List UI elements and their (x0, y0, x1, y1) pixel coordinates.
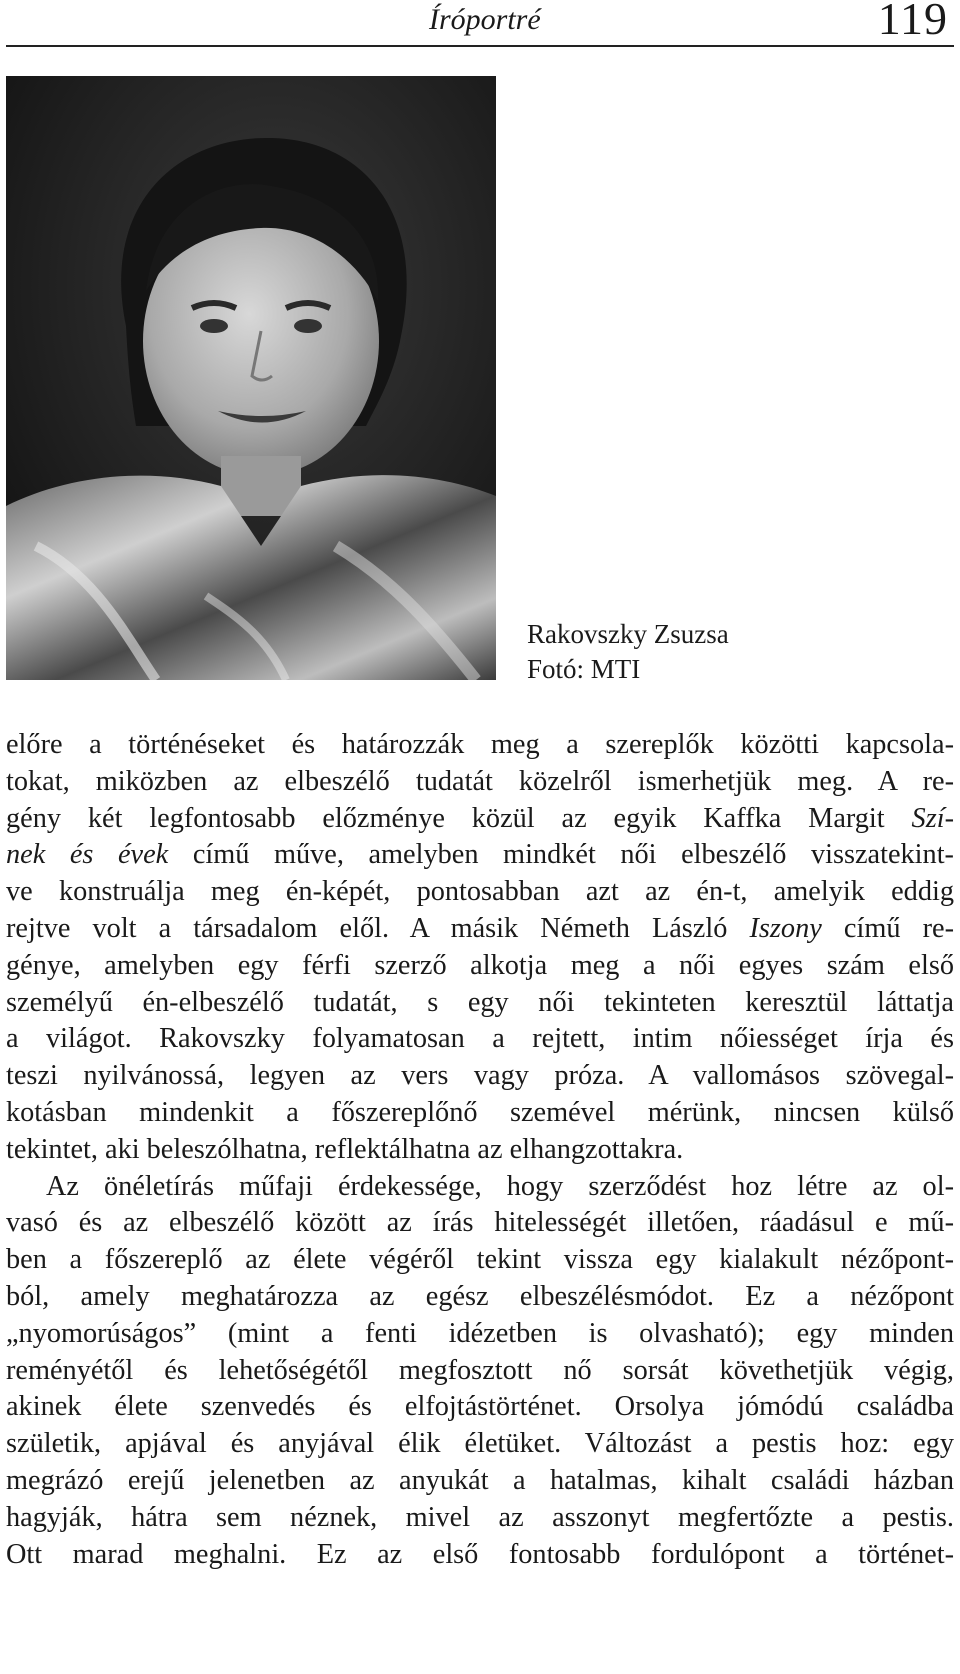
text-line: génye, amelyben egy férfi szerző alkotja meg a női egyes szám első (6, 949, 954, 981)
text-line (6, 911, 954, 948)
header-rule (6, 45, 954, 47)
page-number: 119 (877, 0, 948, 44)
text-line: megrázó erejű jelenetben az anyukát a hatalmas, kihalt családi házban (6, 1464, 954, 1496)
text-line: előre a történéseket és határozzák meg a szereplők közötti kapcsola- (6, 729, 954, 760)
caption-credit: Fotó: MTI (527, 654, 641, 684)
book-title: Iszony (749, 912, 822, 944)
text-segment: rejtve volt a társadalom elől. A másik Németh László (6, 912, 728, 944)
text-line (6, 801, 954, 838)
text-line: kotásban mindenkit a főszereplőnő szemével mérünk, nincsen külső (6, 1096, 954, 1128)
text-segment: című re- (843, 912, 954, 944)
text-line: tokat, miközben az elbeszélő tudatát közelről ismerhetjük meg. A re- (6, 765, 954, 797)
text-line: Az önéletírás műfaji érdekessége, hogy szerződést hoz létre az ol- (46, 1170, 954, 1202)
caption-name: Rakovszky Zsuzsa (527, 619, 729, 649)
text-line: hagyják, hátra sem néznek, mivel az asszonyt megfertőzte a pestis. (6, 1501, 954, 1533)
photo-caption (527, 617, 729, 687)
article-body (6, 727, 954, 1573)
text-line: teszi nyilvánossá, legyen az vers vagy próza. A vallomásos szövegal- (6, 1060, 954, 1092)
text-line: tekintet, aki beleszólhatna, reflektálhatna az elhangzottakra. (6, 1133, 684, 1165)
text-line (6, 837, 954, 874)
text-line: ból, amely meghatározza az egész elbeszélésmódot. Ez a nézőpont (6, 1280, 954, 1312)
book-title: nek és évek (6, 839, 169, 871)
section-title: Íróportré (429, 3, 541, 36)
text-segment: gény két legfontosabb előzménye közül az egyik Kaffka Margit (6, 802, 885, 834)
text-line: a világot. Rakovszky folyamatosan a rejtett, intim nőiességet írja és (6, 1023, 954, 1055)
text-line: reményétől és lehetőségétől megfosztott nő sorsát követhetjük végig, (6, 1354, 954, 1386)
text-line: születik, apjával és anyjával élik életüket. Változást a pestis hoz: egy (6, 1428, 954, 1460)
text-line: Ott marad meghalni. Ez az első fontosabb fordulópont a történet- (6, 1538, 954, 1570)
text-line: „nyomorúságos” (mint a fenti idézetben is olvasható); egy minden (6, 1317, 954, 1349)
author-photo (6, 76, 496, 680)
text-line: ve konstruálja meg én-képét, pontosabban azt az én-t, amelyik eddig (6, 876, 954, 908)
book-title: Szí- (911, 802, 954, 834)
text-segment: című műve, amelyben mindkét női elbeszélő visszatekint- (192, 839, 954, 871)
text-line: vasó és az elbeszélő között az írás hitelességét illetően, ráadásul e mű- (6, 1207, 954, 1239)
running-header (6, 0, 954, 46)
text-line: akinek élete szenvedés és elfojtástörténet. Orsolya jómódú családba (6, 1391, 954, 1423)
text-line: ben a főszereplő az élete végéről tekint vissza egy kialakult nézőpont- (6, 1244, 954, 1276)
text-line: személyű én-elbeszélő tudatát, s egy női tekinteten keresztül láttatja (6, 986, 954, 1018)
